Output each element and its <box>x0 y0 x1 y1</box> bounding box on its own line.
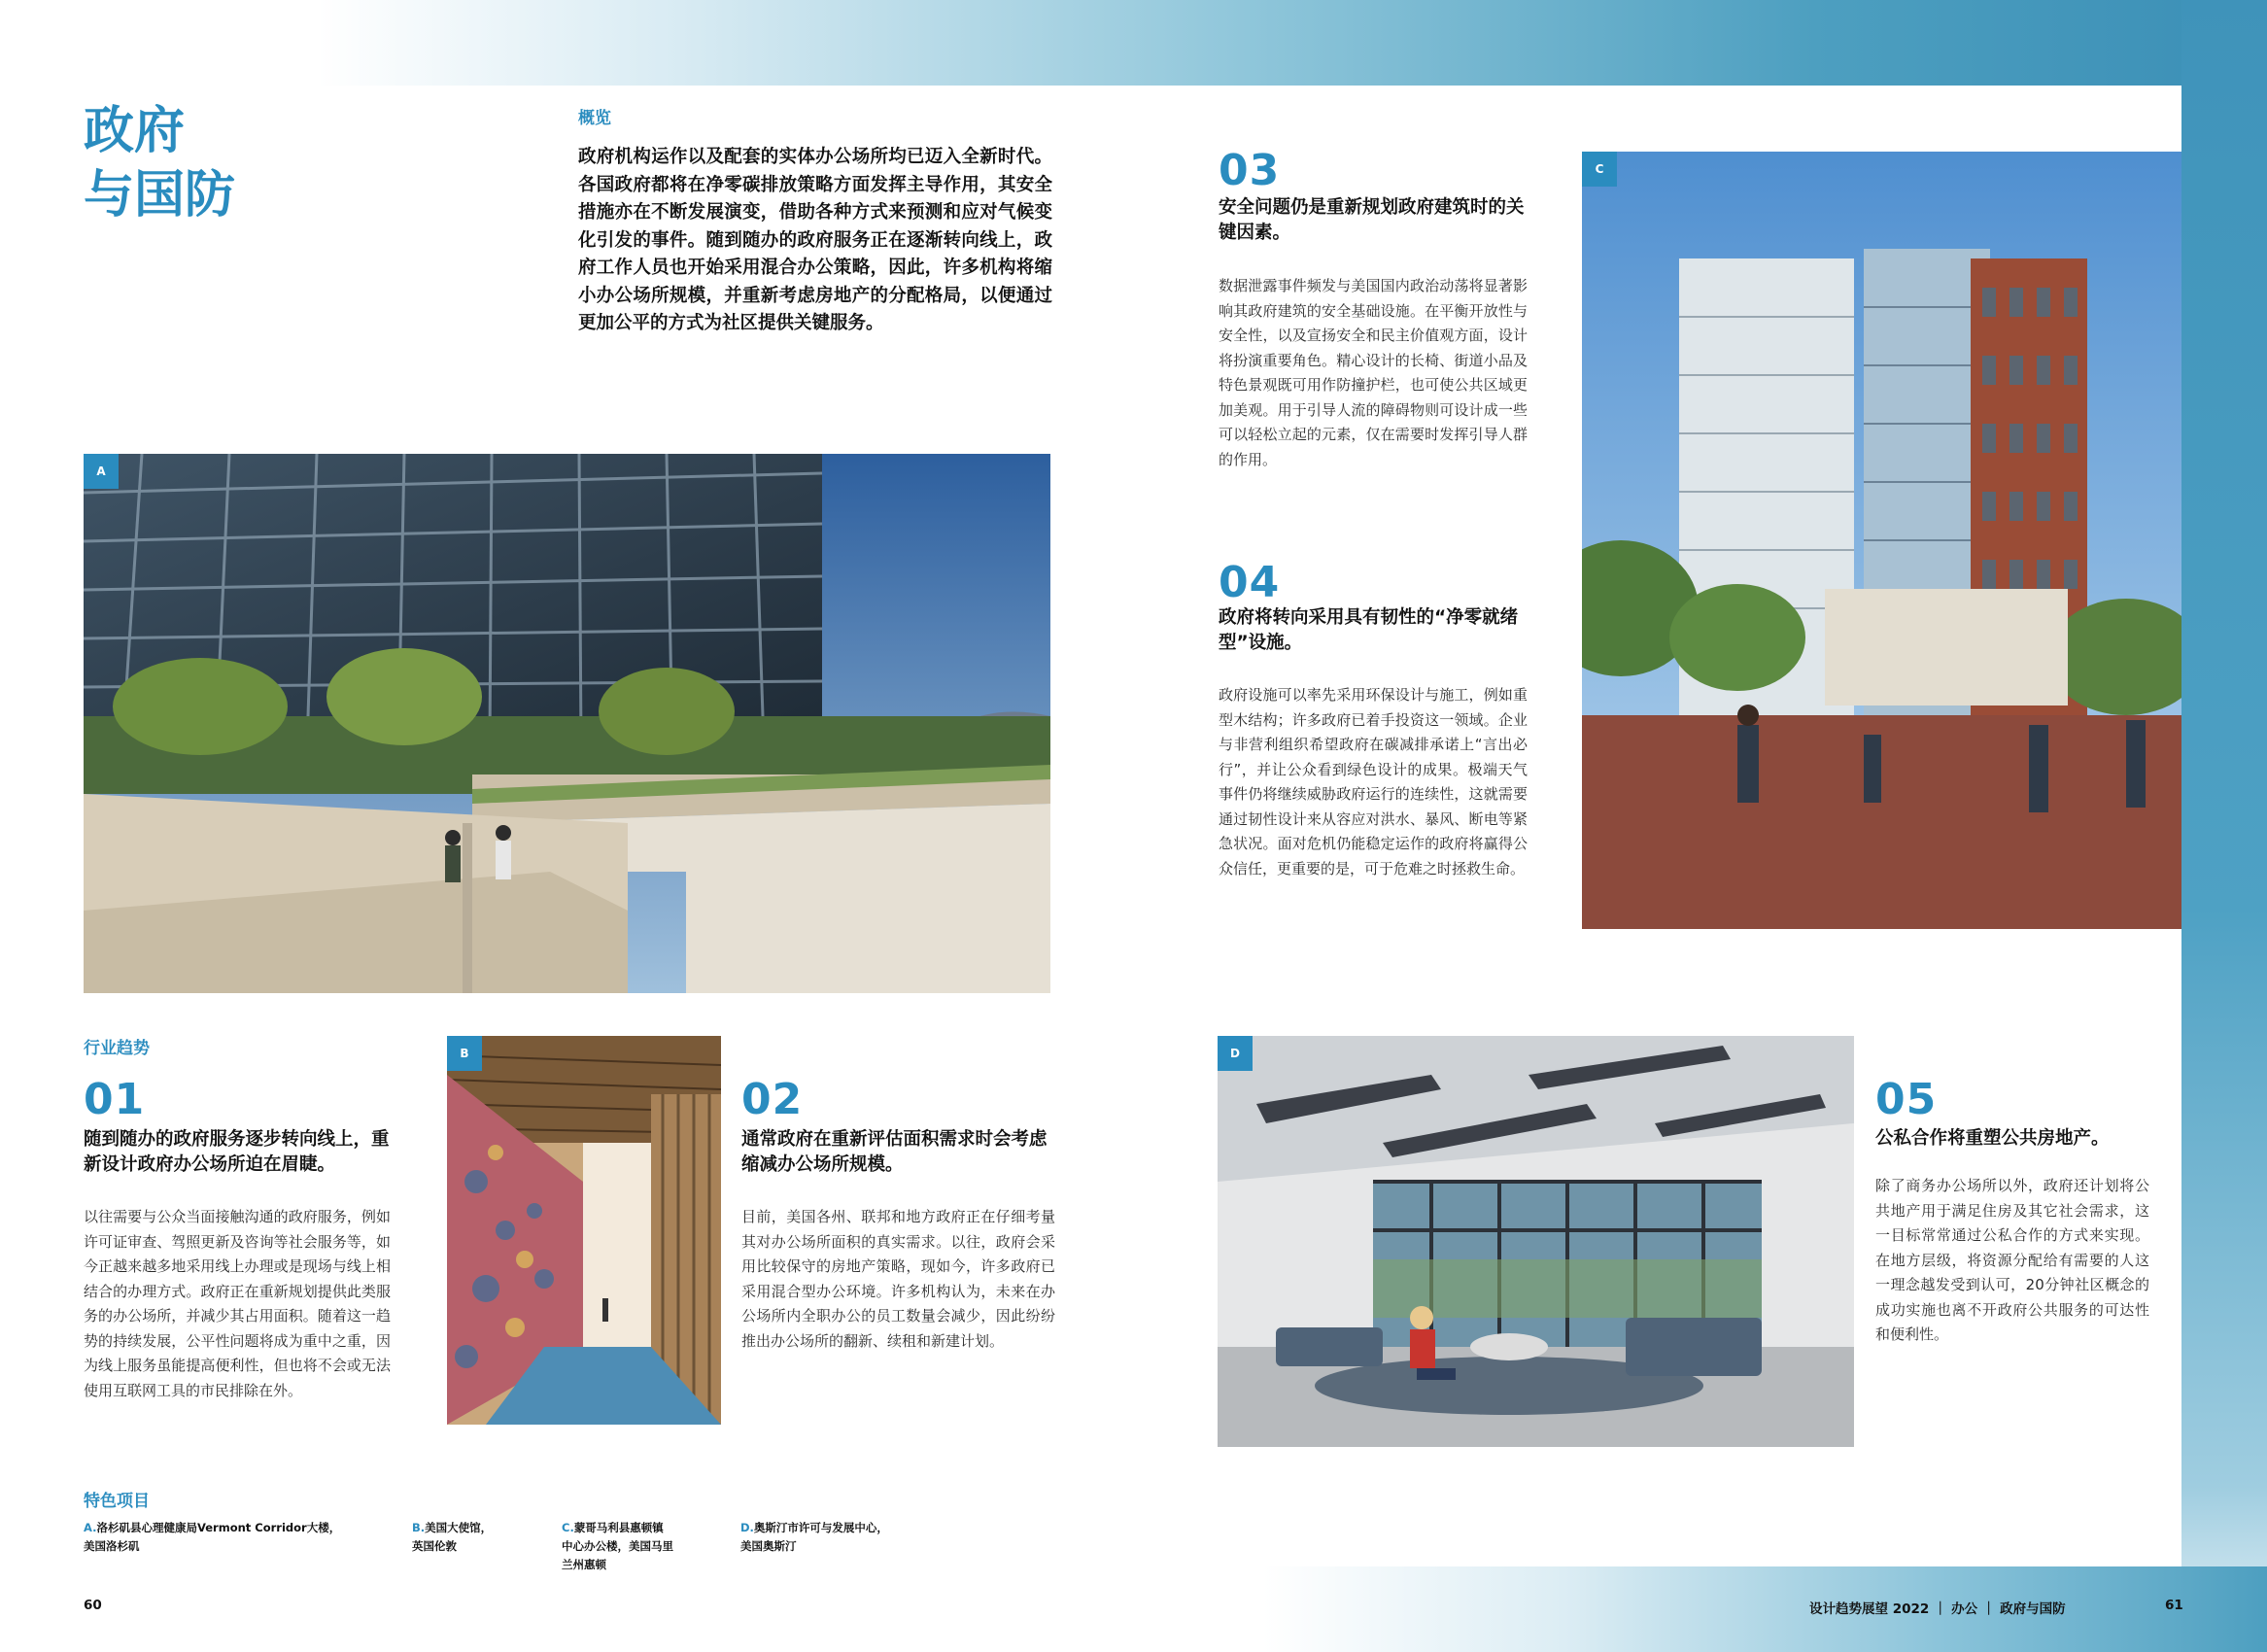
trend-05-number: 05 <box>1875 1075 1938 1124</box>
right-page-number: 61 <box>2165 1598 2183 1613</box>
project-a <box>84 1519 375 1556</box>
project-b-line-1: 美国大使馆， <box>425 1521 493 1534</box>
project-d-letter: D. <box>740 1521 754 1534</box>
project-b-line-2: 英国伦敦 <box>412 1539 457 1553</box>
trend-02-body: 目前，美国各州、联邦和地方政府正在仔细考量其对办公场所面积的真实需求。以往，政府会采用比较保守的房地产策略，现如今，许多政府已采用混合型办公环境。许多机构认为，未来在办公场所内全职办公的员工数量会减少，因此纷纷推出办公场所的翻新、续租和新建计划。 <box>741 1208 1055 1350</box>
photo-badge-d: D <box>1218 1036 1253 1071</box>
project-d-line-2: 美国奥斯汀 <box>740 1539 797 1553</box>
trend-01-heading: 随到随办的政府服务逐步转向线上，重新设计政府办公场所迫在眉睫。 <box>84 1129 390 1175</box>
project-a-line-2: 美国洛杉矶 <box>84 1539 140 1553</box>
trends-label: 行业趋势 <box>84 1039 150 1058</box>
photo-a-illustration <box>84 454 1050 993</box>
project-d <box>740 1519 954 1556</box>
left-page-number: 60 <box>84 1598 102 1613</box>
photo-badge-b: B <box>447 1036 482 1071</box>
project-a-line-1: 洛杉矶县心理健康局Vermont Corridor大楼， <box>96 1521 341 1534</box>
page-title <box>84 99 395 227</box>
trend-01-body: 以往需要与公众当面接触沟通的政府服务，例如许可证审查、驾照更新及咨询等社会服务等，如今正越来越多地采用线上办理或是现场与线上相结合的办理方式。政府正在重新规划提供此类服务的办公场所，并减少其占用面积。随着这一趋势的持续发展，公平性问题将成为重中之重，因为线上服务虽能提高便利性，但也将不会或无法使用互联网工具的市民排除在外。 <box>84 1208 391 1399</box>
trend-05-heading: 公私合作将重塑公共房地产。 <box>1875 1128 2110 1149</box>
photo-b-illustration <box>447 1036 721 1425</box>
featured-label: 特色项目 <box>84 1492 150 1511</box>
photo-c-illustration <box>1582 152 2181 929</box>
photo-c <box>1582 152 2181 929</box>
project-a-letter: A. <box>84 1521 97 1534</box>
trend-04-body: 政府设施可以率先采用环保设计与施工，例如重型木结构；许多政府已着手投资这一领域。企业与非营利组织希望政府在碳减排承诺上“言出必行”，并让公众看到绿色设计的成果。极端天气事件仍将继续威胁政府运行的连续性，这就需要通过韧性设计来从容应对洪水、暴风、断电等紧急状况。面对危机仍能稳定运作的政府将赢得公众信任，更重要的是，可于危难之时拯救生命。 <box>1219 686 1528 878</box>
trend-04-heading: 政府将转向采用具有韧性的“净零就绪型”设施。 <box>1219 607 1519 653</box>
project-c-letter: C. <box>562 1521 574 1534</box>
project-c <box>562 1519 727 1574</box>
running-title: 设计趋势展望 2022 ｜ 办公 ｜ 政府与国防 <box>1809 1601 2066 1617</box>
project-c-line-3: 兰州惠顿 <box>562 1558 606 1571</box>
project-b-letter: B. <box>412 1521 426 1534</box>
trend-04-number: 04 <box>1219 558 1281 607</box>
photo-d <box>1218 1036 1854 1447</box>
trend-03-body: 数据泄露事件频发与美国国内政治动荡将显著影响其政府建筑的安全基础设施。在平衡开放性与安全性，以及宣扬安全和民主价值观方面，设计将扮演重要角色。精心设计的长椅、街道小品及特色景观既可用作防撞护栏，也可使公共区域更加美观。用于引导人流的障碍物则可设计成一些可以轻松立起的元素，仅在需要时发挥引导人群的作用。 <box>1219 277 1528 468</box>
right-gradient-band <box>2181 0 2267 1652</box>
project-b <box>412 1519 567 1556</box>
title-line-2: 与国防 <box>84 166 236 224</box>
trend-02-number: 02 <box>741 1075 804 1124</box>
overview-label: 概览 <box>578 109 611 128</box>
intro-paragraph: 政府机构运作以及配套的实体办公场所均已迈入全新时代。各国政府都将在净零碳排放策略方面发挥主导作用，其安全措施亦在不断发展演变，借助各种方式来预测和应对气候变化引发的事件。随到随办的政府服务正在逐渐转向线上，政府工作人员也开始采用混合办公策略，因此，许多机构将缩小办公场所规模，并重新考虑房地产的分配格局，以便通过更加公平的方式为社区提供关键服务。 <box>578 147 1052 333</box>
project-c-line-2: 中心办公楼，美国马里 <box>562 1539 673 1553</box>
trend-05-body: 除了商务办公场所以外，政府还计划将公共地产用于满足住房及其它社会需求，这一目标常常通过公私合作的方式来实现。在地方层级，将资源分配给有需要的人这一理念越发受到认可，20分钟社区概念的成功实施也离不开政府公共服务的可达性和便利性。 <box>1875 1177 2149 1343</box>
photo-b <box>447 1036 721 1425</box>
photo-a <box>84 454 1050 993</box>
top-gradient-band <box>0 0 2267 86</box>
project-c-line-1: 蒙哥马利县惠顿镇 <box>573 1521 664 1534</box>
photo-badge-c: C <box>1582 152 1617 187</box>
project-d-line-1: 奥斯汀市许可与发展中心， <box>753 1521 888 1534</box>
trend-01-number: 01 <box>84 1075 146 1124</box>
photo-badge-a: A <box>84 454 119 489</box>
trend-03-heading: 安全问题仍是重新规划政府建筑时的关键因素。 <box>1219 197 1525 243</box>
trend-03-number: 03 <box>1219 146 1281 195</box>
photo-d-illustration <box>1218 1036 1854 1447</box>
trend-02-heading: 通常政府在重新评估面积需求时会考虑缩减办公场所规模。 <box>741 1129 1048 1175</box>
title-line-1: 政府 <box>84 102 186 160</box>
bottom-gradient-band <box>1263 1566 2267 1652</box>
